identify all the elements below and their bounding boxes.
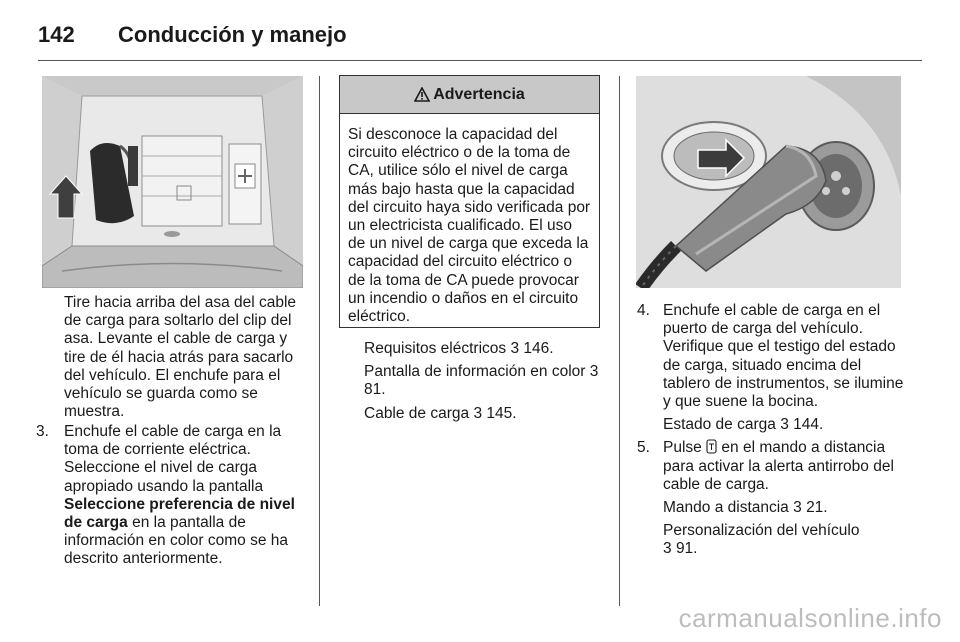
- step-number: 5.: [637, 439, 650, 457]
- header-divider: [38, 60, 922, 61]
- page-ref-arrow-icon: 3: [793, 499, 802, 517]
- step-number: 4.: [637, 302, 650, 319]
- step-text: Enchufe el cable de carga en el puerto de carga del vehículo. Verifique que el testigo del estado de carga, situado encima del tablero de instrumentos, se ilumine y que suene la bocina.: [663, 302, 904, 411]
- intro-paragraph: Tire hacia arriba del asa del cable de carga para soltarlo del clip del asa. Levante el cable de carga y tire de él hacia atrás para sacarlo del vehículo. El enchufe para el vehículo se guarda como se muestra.: [64, 294, 297, 421]
- warning-title: Advertencia: [433, 85, 525, 103]
- step-3: [36, 423, 310, 569]
- warning-text: Si desconoce la capacidad del circuito eléctrico o de la toma de CA, utilice sólo el nivel de carga más bajo hasta que la capacidad del circuito haya sido verificada por un electricista cualificado. El uso de un nivel de carga que exceda la capacidad del circuito eléctrico o de la toma de CA puede provocar un incendio o daños en el circuito eléctrico.: [348, 126, 591, 326]
- page-header: [38, 22, 347, 52]
- reference-item: Pantalla de información en color 3 81.: [364, 363, 599, 399]
- page-ref-arrow-icon: 3: [663, 540, 672, 558]
- column-divider-2: [619, 76, 620, 606]
- reference-item: Estado de carga 3 144.: [663, 416, 824, 434]
- reference-item: Cable de carga 3 145.: [364, 404, 517, 422]
- remote-key-button-icon: [706, 439, 717, 454]
- page-ref-arrow-icon: 3: [780, 416, 789, 434]
- warning-box: [339, 75, 600, 328]
- charging-port-plug-illustration: [636, 76, 901, 288]
- step-5: [637, 439, 907, 494]
- page-ref-arrow-icon: 3: [589, 363, 599, 381]
- menu-name: Seleccione preferencia de nivel de carga: [64, 495, 295, 532]
- references-list: [364, 340, 600, 428]
- reference-item: Requisitos eléctricos 3 146.: [364, 340, 554, 357]
- column-divider-1: [319, 76, 320, 606]
- reference-item: Mando a distancia 3 21.: [663, 499, 828, 517]
- section-title: Conducción y manejo: [118, 22, 347, 47]
- page-number: 142: [38, 22, 75, 47]
- watermark: carmanualsonline.info: [678, 603, 942, 633]
- page-ref-arrow-icon: 3: [510, 340, 520, 357]
- steps-column: [637, 302, 907, 564]
- reference-item: Personalización del vehículo 3 91.: [663, 522, 860, 558]
- step-text: Pulse en el mando a distancia para activar la alerta antirrobo del cable de carga.: [663, 439, 894, 493]
- page-ref-arrow-icon: 3: [473, 404, 483, 422]
- step-text: Enchufe el cable de carga en la toma de corriente eléctrica. Seleccione el nivel de carga apropiado usando la pantalla Seleccione preferencia de nivel de carga en la pantalla de información en color como se ha descrito anteriormente.: [64, 423, 295, 568]
- trunk-charging-cable-illustration: [42, 76, 303, 288]
- step-number: 3.: [36, 423, 49, 440]
- step-4: [637, 302, 907, 411]
- warning-triangle-icon: [414, 87, 430, 102]
- warning-header: [340, 76, 599, 114]
